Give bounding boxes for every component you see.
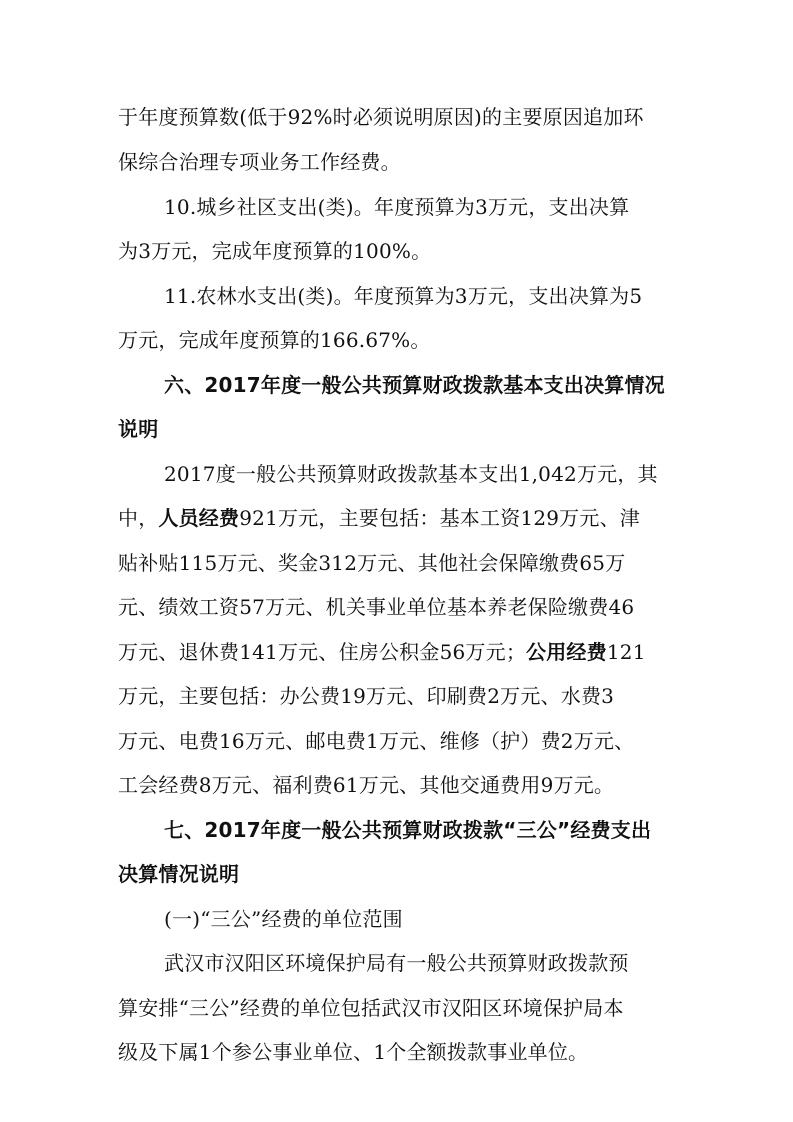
personnel-expense-label: 人员经费 xyxy=(158,506,240,530)
item-10-line: 为3万元，完成年度预算的100%。 xyxy=(118,239,432,263)
text-fragment: 中， xyxy=(118,506,159,530)
basic-expenditure-line: 万元、电费16万元、邮电费1万元、维修（护）费2万元、 xyxy=(118,729,635,753)
item-10-line: 10.城乡社区支出(类)。年度预算为3万元，支出决算 xyxy=(164,195,630,219)
scope-line: 算安排“三公”经费的单位包括武汉市汉阳区环境保护局本 xyxy=(118,996,624,1020)
basic-expenditure-line: 2017度一般公共预算财政拨款基本支出1,042万元，其 xyxy=(164,462,658,486)
scope-line: 级及下属1个参公事业单位、1个全额拨款事业单位。 xyxy=(118,1040,589,1064)
scope-line: 武汉市汉阳区环境保护局有一般公共预算财政拨款预 xyxy=(164,951,629,975)
section-6-title: 说明 xyxy=(118,417,159,441)
basic-expenditure-line: 万元，主要包括：办公费19万元、印刷费2万元、水费3 xyxy=(118,684,615,708)
paragraph-line: 于年度预算数(低于92%时必须说明原因)的主要原因追加环 xyxy=(118,105,644,129)
basic-expenditure-line: 工会经费8万元、福利费61万元、其他交通费用9万元。 xyxy=(118,773,615,797)
item-11-line: 万元，完成年度预算的166.67%。 xyxy=(118,328,431,352)
basic-expenditure-line xyxy=(118,503,678,533)
paragraph-line: 保综合治理专项业务工作经费。 xyxy=(118,150,401,174)
text-fragment: 121 xyxy=(606,640,646,664)
section-7-title: 决算情况说明 xyxy=(118,862,240,886)
text-fragment: 921万元，主要包括：基本工资129万元、津 xyxy=(239,506,640,530)
basic-expenditure-line: 贴补贴115万元、奖金312万元、其他社会保障缴费65万 xyxy=(118,551,626,575)
section-6-title: 六、2017年度一般公共预算财政拨款基本支出决算情况 xyxy=(164,373,665,397)
public-expense-label: 公用经费 xyxy=(526,640,607,664)
basic-expenditure-line: 元、绩效工资57万元、机关事业单位基本养老保险缴费46 xyxy=(118,595,635,619)
item-11-line: 11.农林水支出(类)。年度预算为3万元，支出决算为5 xyxy=(164,284,643,308)
subsection-1-title: (一)“三公”经费的单位范围 xyxy=(164,907,403,931)
basic-expenditure-line xyxy=(118,637,678,667)
section-7-title: 七、2017年度一般公共预算财政拨款“三公”经费支出 xyxy=(164,818,652,842)
text-fragment: 万元、退休费141万元、住房公积金56万元； xyxy=(118,640,527,664)
